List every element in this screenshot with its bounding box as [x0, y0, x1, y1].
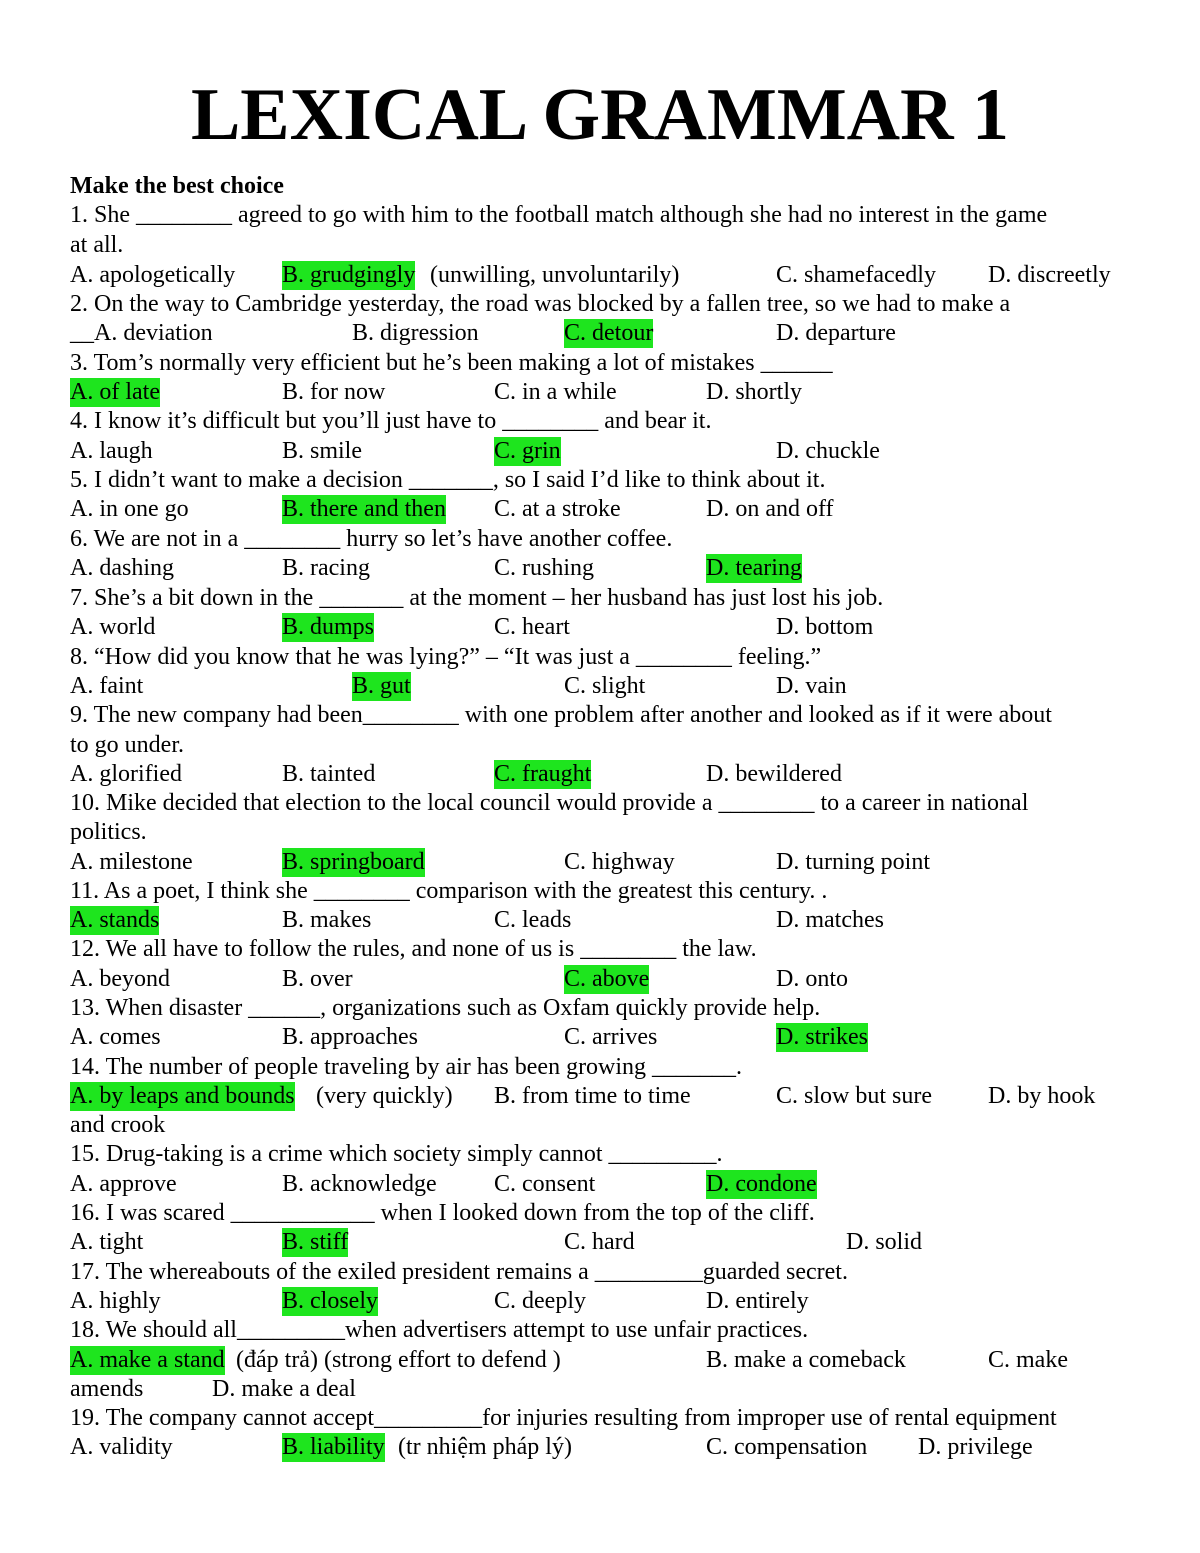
text-line [70, 1082, 1150, 1112]
text-segment: politics. [70, 819, 147, 845]
text-segment: 8. “How did you know that he was lying?” – “It was just a ________ feeling.” [70, 644, 822, 670]
text-segment: 11. As a poet, I think she ________ comparison with the greatest this century. . [70, 878, 828, 904]
text-segment: (very quickly) [316, 1083, 453, 1109]
text-segment: A. laugh [70, 438, 153, 464]
text-segment: D. turning point [776, 849, 930, 875]
text-segment: C. hard [564, 1229, 635, 1255]
correct-answer: A. make a stand [70, 1347, 225, 1373]
correct-answer: B. stiff [282, 1229, 349, 1255]
text-segment: 14. The number of people traveling by air has been growing _______. [70, 1054, 743, 1080]
text-segment: 13. When disaster ______, organizations such as Oxfam quickly provide help. [70, 995, 821, 1021]
text-segment: B. smile [282, 438, 363, 464]
text-line [70, 290, 1150, 320]
text-segment: __A. deviation [70, 320, 213, 346]
text-segment: (unwilling, unvoluntarily) [430, 262, 680, 288]
text-line [70, 1404, 1150, 1434]
text-segment: 18. We should all_________when advertisers attempt to use unfair practices. [70, 1317, 809, 1343]
text-segment: B. for now [282, 379, 386, 405]
text-line [70, 965, 1150, 995]
text-segment: B. make a comeback [706, 1347, 906, 1373]
text-line [70, 584, 1150, 614]
text-line [70, 261, 1150, 291]
text-segment: C. rushing [494, 555, 595, 581]
text-segment: A. milestone [70, 849, 193, 875]
text-segment: A. dashing [70, 555, 174, 581]
text-segment: 2. On the way to Cambridge yesterday, the road was blocked by a fallen tree, so we had to make a [70, 291, 1011, 317]
correct-answer: A. stands [70, 907, 160, 933]
text-segment: B. tainted [282, 761, 376, 787]
text-segment: 19. The company cannot accept_________for injuries resulting from improper use of rental equipment [70, 1405, 1057, 1431]
text-segment: B. from time to time [494, 1083, 691, 1109]
text-segment: B. approaches [282, 1024, 418, 1050]
text-segment: B. acknowledge [282, 1171, 437, 1197]
text-line [70, 672, 1150, 702]
text-segment: to go under. [70, 732, 184, 758]
text-line [70, 789, 1150, 819]
text-segment: 15. Drug-taking is a crime which society simply cannot _________. [70, 1141, 723, 1167]
text-segment: C. shamefacedly [776, 262, 936, 288]
text-segment: D. bottom [776, 614, 874, 640]
text-segment: D. vain [776, 673, 847, 699]
correct-answer: B. closely [282, 1288, 378, 1314]
text-segment: 3. Tom’s normally very efficient but he’s been making a lot of mistakes ______ [70, 350, 833, 376]
text-line [70, 818, 1150, 848]
text-line [70, 437, 1150, 467]
text-segment: D. solid [846, 1229, 923, 1255]
correct-answer: B. liability [282, 1434, 385, 1460]
text-line [70, 495, 1150, 525]
text-line [70, 1023, 1150, 1053]
text-line [70, 525, 1150, 555]
text-line [70, 935, 1150, 965]
text-line [70, 701, 1150, 731]
text-segment: D. discreetly [988, 262, 1111, 288]
text-segment: at all. [70, 232, 124, 258]
text-segment: A. in one go [70, 496, 189, 522]
text-line [70, 643, 1150, 673]
text-segment: C. deeply [494, 1288, 586, 1314]
text-segment: D. by hook [988, 1083, 1096, 1109]
text-segment: D. shortly [706, 379, 802, 405]
text-line [70, 1111, 1150, 1141]
text-line [70, 378, 1150, 408]
page-title: LEXICAL GRAMMAR 1 [190, 74, 1010, 156]
text-segment: 10. Mike decided that election to the local council would provide a ________ to a career in national [70, 790, 1029, 816]
text-segment: 6. We are not in a ________ hurry so let’s have another coffee. [70, 526, 673, 552]
text-segment: A. beyond [70, 966, 170, 992]
text-segment: D. privilege [918, 1434, 1033, 1460]
text-segment: amends [70, 1376, 144, 1402]
text-line [70, 1170, 1150, 1200]
correct-answer: C. detour [564, 320, 654, 346]
text-segment: (đáp trả) (strong effort to defend ) [236, 1347, 561, 1373]
text-line [70, 554, 1150, 584]
correct-answer: B. grudgingly [282, 262, 416, 288]
correct-answer: A. by leaps and bounds [70, 1083, 295, 1109]
text-line [70, 1375, 1150, 1405]
text-segment: C. slow but sure [776, 1083, 932, 1109]
text-line [70, 1053, 1150, 1083]
text-segment: (tr nhiệm pháp lý) [398, 1434, 572, 1460]
text-line [70, 231, 1150, 261]
text-line [70, 1287, 1150, 1317]
text-segment: D. chuckle [776, 438, 880, 464]
text-segment: 16. I was scared ____________ when I looked down from the top of the cliff. [70, 1200, 815, 1226]
text-segment: C. make [988, 1347, 1068, 1373]
correct-answer: B. springboard [282, 849, 425, 875]
text-segment: D. departure [776, 320, 896, 346]
correct-answer: D. condone [706, 1171, 817, 1197]
text-segment: B. digression [352, 320, 479, 346]
text-segment: C. at a stroke [494, 496, 621, 522]
text-line [70, 613, 1150, 643]
text-segment: A. world [70, 614, 156, 640]
text-segment: 9. The new company had been________ with one problem after another and looked as if it were about [70, 702, 1052, 728]
text-segment: C. compensation [706, 1434, 868, 1460]
correct-answer: D. strikes [776, 1024, 868, 1050]
text-segment: C. consent [494, 1171, 596, 1197]
text-line [70, 1316, 1150, 1346]
text-segment: A. tight [70, 1229, 144, 1255]
text-segment: C. slight [564, 673, 646, 699]
text-segment: 5. I didn’t want to make a decision _______, so I said I’d like to think about it. [70, 467, 826, 493]
text-line [70, 349, 1150, 379]
text-segment: A. apologetically [70, 262, 236, 288]
correct-answer: C. fraught [494, 761, 592, 787]
text-segment: A. comes [70, 1024, 161, 1050]
text-segment: A. highly [70, 1288, 161, 1314]
text-segment: 1. She ________ agreed to go with him to the football match although she had no interest in the game [70, 202, 1048, 228]
text-segment: C. arrives [564, 1024, 658, 1050]
text-segment: B. makes [282, 907, 372, 933]
text-line [70, 760, 1150, 790]
text-segment: D. make a deal [212, 1376, 356, 1402]
text-line [70, 407, 1150, 437]
correct-answer: B. dumps [282, 614, 375, 640]
correct-answer: A. of late [70, 379, 160, 405]
text-segment: B. racing [282, 555, 370, 581]
correct-answer: B. gut [352, 673, 411, 699]
text-segment: D. entirely [706, 1288, 809, 1314]
text-segment: B. over [282, 966, 353, 992]
text-line [70, 466, 1150, 496]
text-segment: A. faint [70, 673, 144, 699]
text-line [70, 201, 1150, 231]
text-line [70, 731, 1150, 761]
text-segment: C. leads [494, 907, 572, 933]
text-segment: A. approve [70, 1171, 177, 1197]
text-line [70, 906, 1150, 936]
text-segment: C. highway [564, 849, 675, 875]
text-segment: C. in a while [494, 379, 617, 405]
text-line [70, 1346, 1150, 1376]
text-segment: D. onto [776, 966, 848, 992]
text-segment: D. on and off [706, 496, 834, 522]
text-segment: D. bewildered [706, 761, 842, 787]
text-segment: A. validity [70, 1434, 173, 1460]
text-line [70, 1199, 1150, 1229]
text-segment: 12. We all have to follow the rules, and none of us is ________ the law. [70, 936, 757, 962]
text-line [70, 1140, 1150, 1170]
text-line [70, 994, 1150, 1024]
text-segment: 4. I know it’s difficult but you’ll just have to ________ and bear it. [70, 408, 712, 434]
correct-answer: C. grin [494, 438, 561, 464]
text-line [70, 319, 1150, 349]
text-line [70, 877, 1150, 907]
text-segment: 17. The whereabouts of the exiled president remains a _________guarded secret. [70, 1259, 848, 1285]
text-line [70, 1228, 1150, 1258]
text-segment: and crook [70, 1112, 166, 1138]
text-segment: 7. She’s a bit down in the _______ at the moment – her husband has just lost his job. [70, 585, 884, 611]
text-segment: D. matches [776, 907, 884, 933]
text-line [70, 848, 1150, 878]
text-segment: A. glorified [70, 761, 182, 787]
correct-answer: C. above [564, 966, 650, 992]
text-segment: C. heart [494, 614, 570, 640]
text-line [70, 1433, 1150, 1463]
correct-answer: D. tearing [706, 555, 802, 581]
text-line [70, 1258, 1150, 1288]
instruction: Make the best choice [70, 173, 284, 199]
correct-answer: B. there and then [282, 496, 446, 522]
